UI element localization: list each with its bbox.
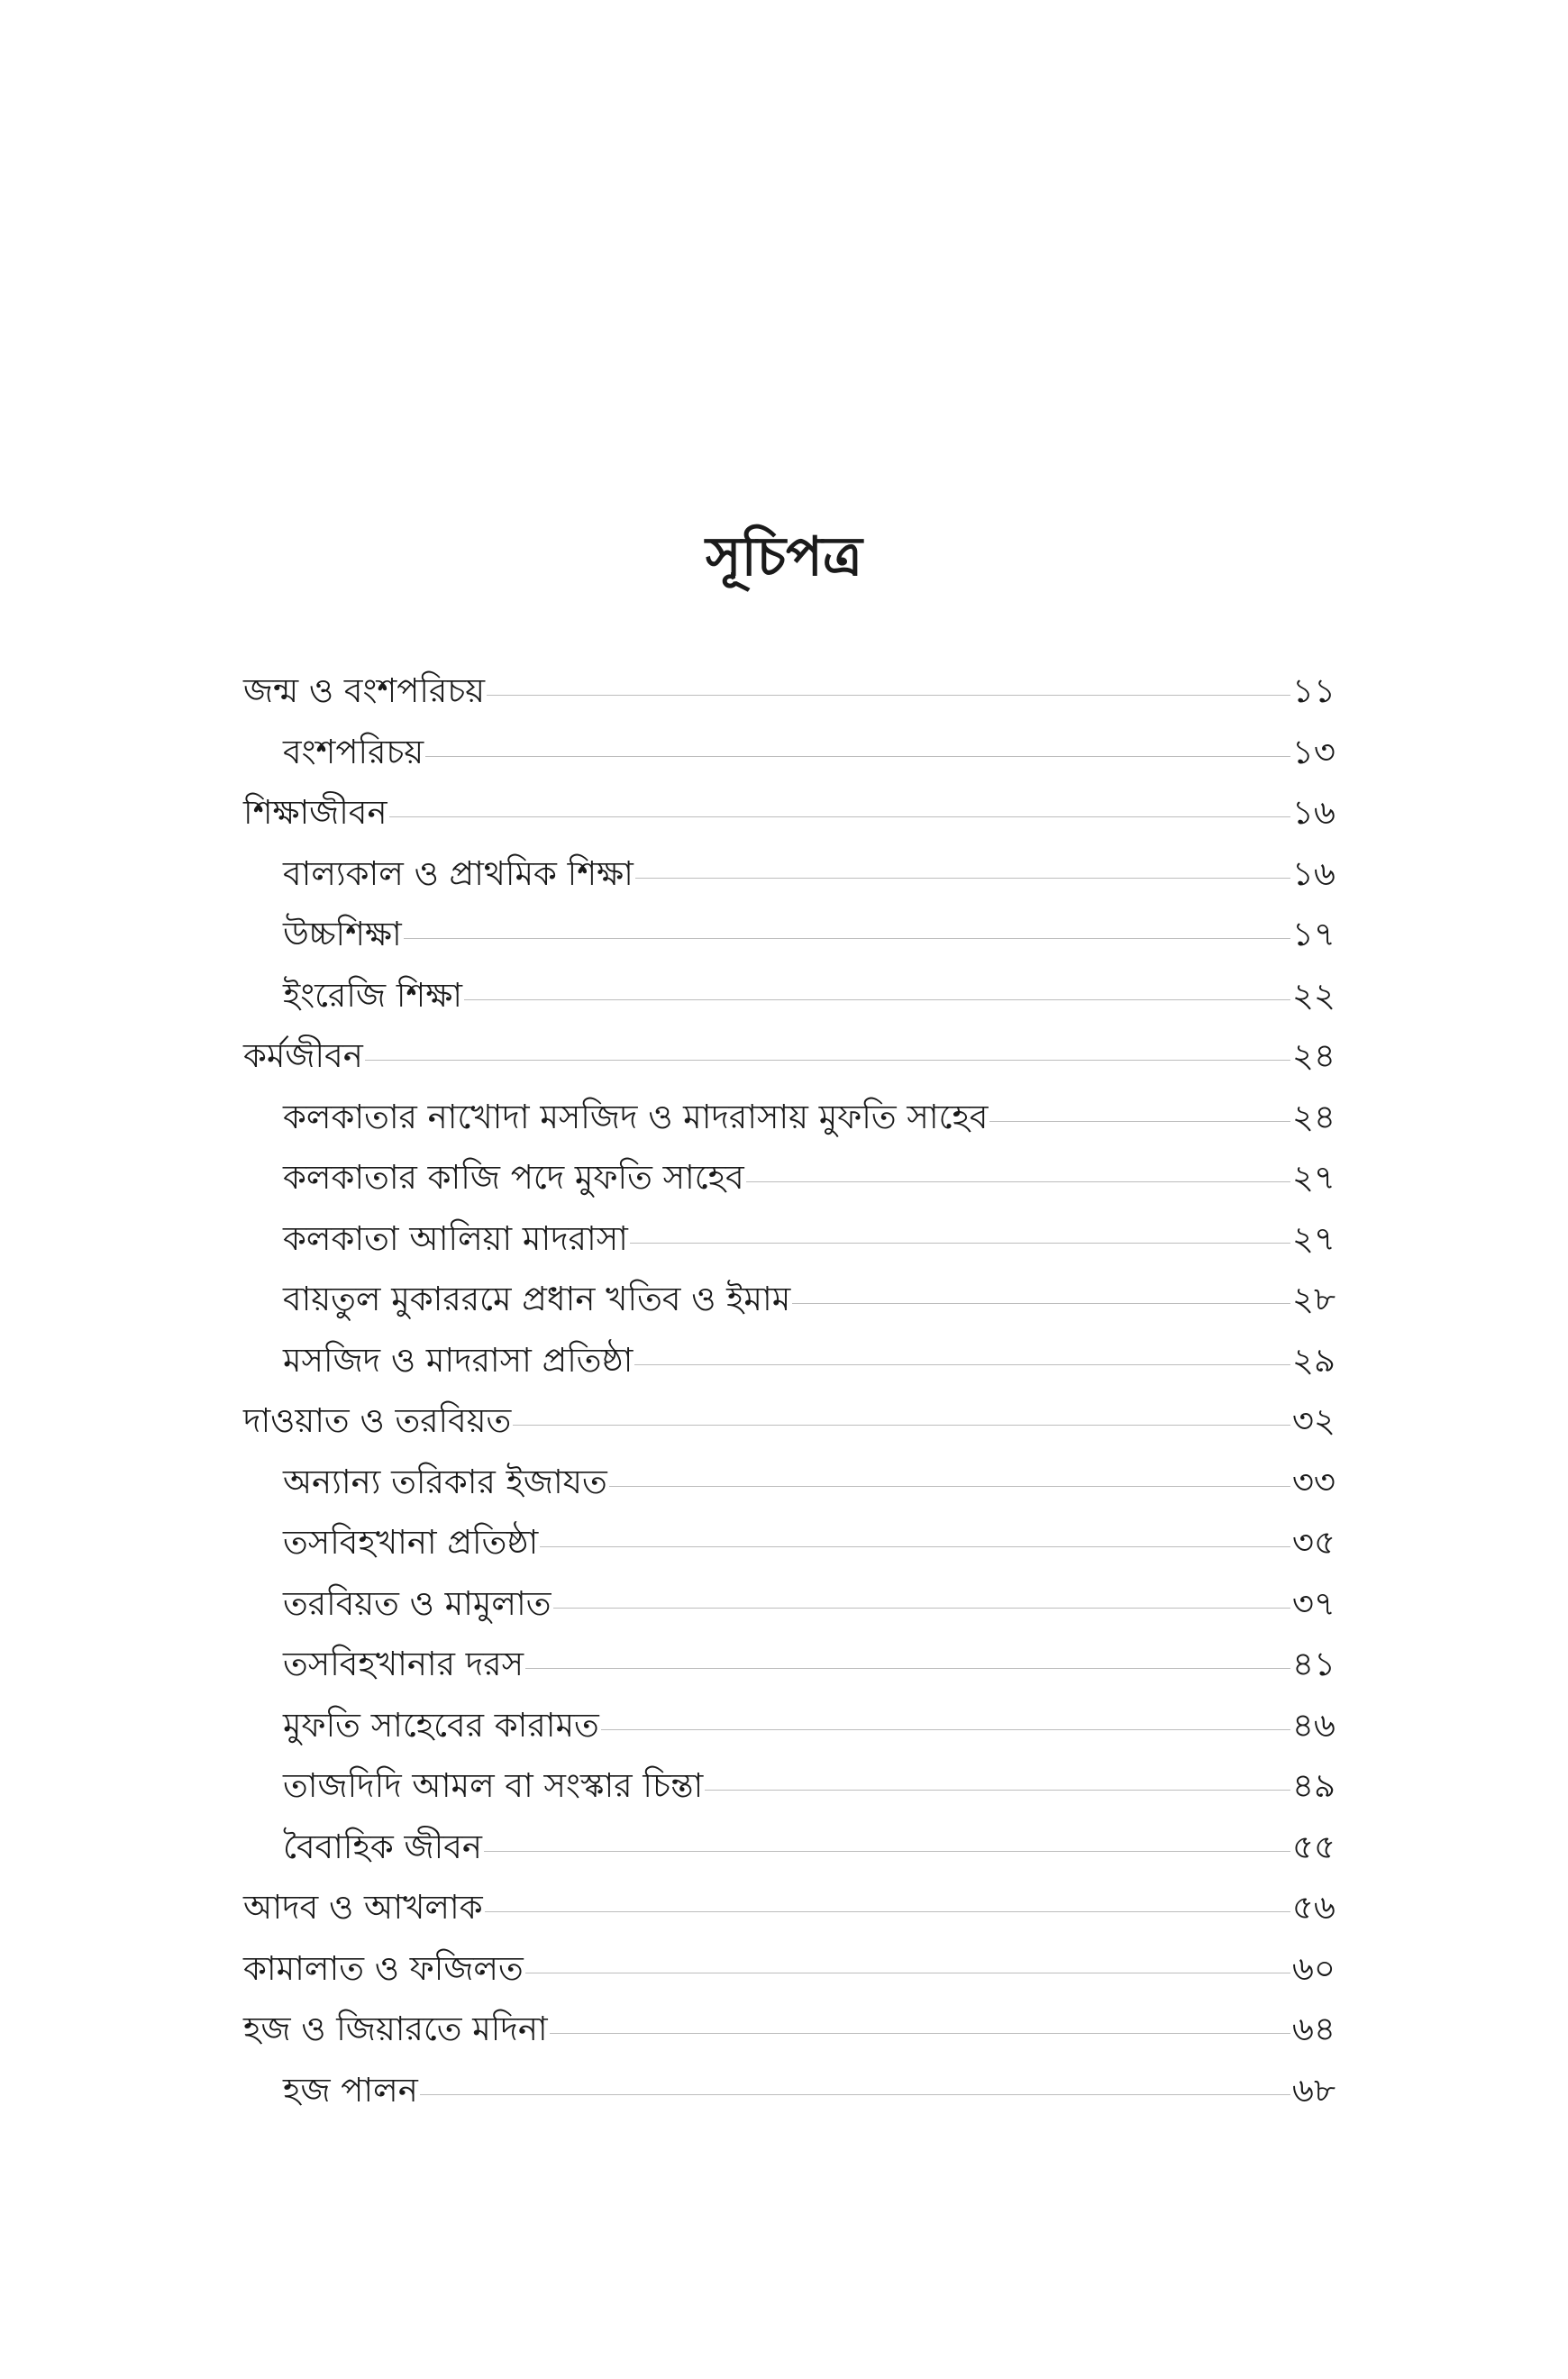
toc-entry-label: বায়তুল মুকাররমে প্রধান খতিব ও ইমাম [283,1280,791,1319]
toc-page-number: ২৪ [1291,1097,1336,1136]
toc-entry-label: উচ্চশিক্ষা [283,915,402,954]
toc-entry-label: বংশপরিচয় [283,732,424,771]
toc-page-number: ৪১ [1291,1645,1336,1684]
toc-page-number: ৩৩ [1291,1462,1336,1501]
toc-page-number: ২৪ [1291,1036,1336,1076]
toc-entry-label: জন্ম ও বংশপরিচয় [243,671,486,711]
toc-entry[interactable] [243,782,1336,843]
toc-leader-line [487,695,1290,696]
toc-subentry[interactable] [243,1330,1336,1391]
toc-leader-line [365,1060,1290,1061]
toc-subentry[interactable] [243,1755,1336,1817]
page-title: সূচিপত্র [706,525,862,589]
toc-entry[interactable] [243,1025,1336,1087]
toc-entry[interactable] [243,1999,1336,2060]
toc-leader-line [705,1790,1290,1791]
toc-subentry[interactable] [243,1208,1336,1270]
toc-entry[interactable] [243,1390,1336,1452]
toc-entry-label: তরবিয়ত ও মামুলাত [283,1583,552,1623]
toc-entry[interactable] [243,661,1336,722]
toc-page-number: ১৩ [1291,732,1336,771]
toc-entry-label: তসবিহখানা প্রতিষ্ঠা [283,1523,539,1563]
toc-page-number: ২২ [1291,975,1336,1015]
toc-subentry[interactable] [243,1269,1336,1330]
toc-leader-line [404,938,1290,939]
toc-leader-line [485,1911,1290,1912]
toc-page-number: ৫৬ [1291,1888,1336,1928]
toc-leader-line [550,2033,1290,2034]
toc-page-number: ৬৪ [1291,2010,1336,2049]
toc-subentry[interactable] [243,1817,1336,1878]
toc-subentry[interactable] [243,1634,1336,1695]
toc-leader-line [792,1303,1290,1304]
toc-leader-line [389,816,1290,817]
toc-leader-line [635,878,1290,879]
toc-page-number: ৩২ [1291,1401,1336,1441]
toc-page-number: ২৭ [1291,1158,1336,1198]
toc-entry-label: কামালাত ও ফজিলত [243,1948,524,1988]
toc-subentry[interactable] [243,722,1336,783]
toc-entry-label: শিক্ষাজীবন [243,793,387,833]
toc-page-number: ১৬ [1291,793,1336,833]
toc-page-number: ২৭ [1291,1218,1336,1258]
toc-leader-line [425,756,1290,757]
table-of-contents [243,661,1336,2120]
toc-page-number: ১১ [1291,671,1336,711]
toc-page-number: ৫৫ [1291,1827,1336,1866]
toc-subentry[interactable] [243,1147,1336,1208]
toc-page-number: ৬৮ [1291,2070,1336,2110]
toc-leader-line [525,1668,1290,1669]
toc-entry-label: দাওয়াত ও তরবিয়ত [243,1401,512,1441]
toc-subentry[interactable] [243,965,1336,1026]
toc-entry-label: তাজদিদি আমল বা সংস্কার চিন্তা [283,1766,704,1806]
toc-entry-label: তসবিহখানার দরস [283,1645,524,1684]
toc-subentry[interactable] [243,843,1336,905]
toc-entry[interactable] [243,1938,1336,2000]
toc-page-number: ৩৫ [1291,1523,1336,1563]
toc-page-number: ৩৭ [1291,1583,1336,1623]
toc-page-number: ৪৯ [1291,1766,1336,1806]
toc-page-number: ১৭ [1291,915,1336,954]
toc-entry-label: বাল্যকাল ও প্রাথমিক শিক্ষা [283,853,634,893]
toc-page-number: ২৮ [1291,1280,1336,1319]
toc-leader-line [601,1729,1290,1730]
toc-page-number: ১৬ [1291,853,1336,893]
toc-leader-line [634,1364,1290,1365]
toc-subentry[interactable] [243,1695,1336,1756]
toc-page-number: ২৯ [1291,1340,1336,1380]
toc-entry-label: মসজিদ ও মাদরাসা প্রতিষ্ঠা [283,1340,634,1380]
toc-leader-line [609,1486,1290,1487]
toc-entry[interactable] [243,1877,1336,1938]
toc-entry-label: কলকাতা আলিয়া মাদরাসা [283,1218,628,1258]
toc-subentry[interactable] [243,1452,1336,1513]
toc-subentry[interactable] [243,904,1336,965]
toc-subentry[interactable] [243,1512,1336,1573]
toc-leader-line [540,1546,1290,1547]
toc-leader-line [553,1608,1290,1609]
toc-subentry[interactable] [243,1087,1336,1148]
toc-leader-line [746,1181,1290,1182]
toc-leader-line [513,1425,1290,1426]
toc-subentry[interactable] [243,1573,1336,1635]
toc-entry-label: মুফতি সাহেবের কারামত [283,1705,599,1745]
toc-entry-label: আদব ও আখলাক [243,1888,483,1928]
toc-entry-label: বৈবাহিক জীবন [283,1827,482,1866]
toc-leader-line [420,2094,1290,2095]
toc-entry-label: হজ পালন [283,2070,418,2110]
toc-entry-label: কর্মজীবন [243,1036,363,1076]
toc-leader-line [989,1121,1290,1122]
toc-entry-label: হজ ও জিয়ারতে মদিনা [243,2010,548,2049]
toc-leader-line [484,1851,1290,1852]
toc-leader-line [464,999,1290,1000]
toc-entry-label: কলকাতার কাজি পদে মুফতি সাহেব [283,1158,744,1198]
toc-subentry[interactable] [243,2060,1336,2121]
toc-entry-label: কলকাতার নাখোদা মসজিদ ও মাদরাসায় মুফতি সাহেব [283,1097,989,1136]
toc-entry-label: ইংরেজি শিক্ষা [283,975,463,1015]
toc-page-number: ৬০ [1291,1948,1336,1988]
toc-leader-line [630,1243,1290,1244]
toc-entry-label: অন্যান্য তরিকার ইজাযত [283,1462,607,1501]
toc-page-number: ৪৬ [1291,1705,1336,1745]
